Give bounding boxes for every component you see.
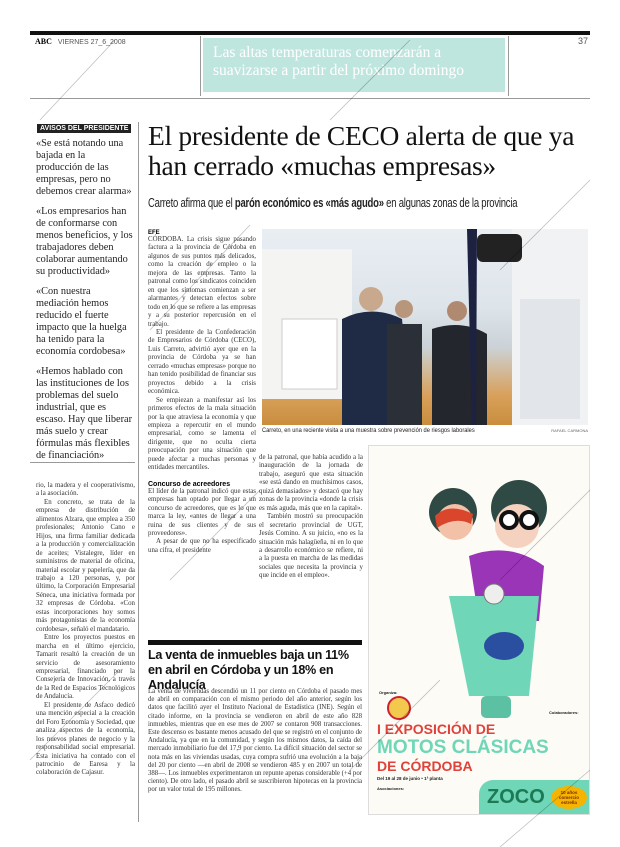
sidebar-tag: AVISOS DEL PRESIDENTE <box>37 124 131 133</box>
body-column-left <box>36 482 135 778</box>
paragraph: A pesar de que no ha especificado una cifra, el presidente <box>148 538 256 554</box>
organiza-label: Organiza: <box>379 690 398 695</box>
paper-name: ABC <box>35 37 52 46</box>
subhead-text: en algunas zonas de la provincia <box>383 196 518 210</box>
paragraph: También mostró su preocupación el secretario provincial de UGT, Jesús Comino. A su juicio, «no es la situación más halagüeña, ni en lo que a desarrollo económico se refiere, ni a la puesta en marcha de las medidas sociales que necesita la provincia y que incide en el empleo». <box>259 513 363 580</box>
brief-rule <box>148 640 362 645</box>
ad-line-1: I EXPOSICIÓN DE <box>377 721 496 737</box>
colaboradores-label: Colaboradores: <box>549 710 579 715</box>
ad-line-2: MOTOS CLÁSICAS <box>377 737 549 758</box>
photo-illustration <box>262 229 588 425</box>
teaser-box[interactable]: Las altas temperaturas comenzarán a suavizarse a partir del próximo domingo <box>203 38 505 92</box>
divider <box>200 36 201 96</box>
paragraph: La venta de viviendas descendió un 11 por ciento en Córdoba el pasado mes de abril en comparación con el mismo periodo del año anterior, según los datos que facilitó ayer el Instituto Nacional de Estadística (INE). Según el citado informe, en la provincia se vendieron en abril de este año 828 inmuebles, mientras que en ese mes de 2007 se contaron 908 transacciones. Este descenso es bastante menos acusado del que se registró en el conjunto de Andalucía, ya que en la comunidad, y según los mismos datos, la caída del mercado inmobiliario fue del 17,9 por ciento. La difícil situación del sector se nota más en las viviendas usadas, cuya compra sufrió una evolución a la baja del 20 por ciento —en abril de 2008 se vendieron 485 y en 2007 un total de 388—. Los inmuebles experimentaron un repunte apenas considerable (+4 por ciento). De otro lado, el pasado abril se suscribieron hipotecas en la provincia por un valor total de 195 millones. <box>148 688 362 794</box>
paragraph: de la patronal, que había acudido a la inauguración de la jornada de trabajo, aseguró que esta situación «se está dando en muchísimos casos, quizá demasiados» y destacó que hay zonas de la provincia «donde la crisis es más aguda, más que en la capital». <box>259 454 363 512</box>
ad-line-3: DE CÓRDOBA <box>377 758 473 774</box>
date: VIERNES 27_6_2008 <box>57 39 126 46</box>
brief-headline: La venta de inmuebles baja un 11% en abril en Córdoba y un 18% en Andalucía <box>148 648 349 692</box>
divider <box>508 36 509 96</box>
subhead-bold: parón económico es «más agudo» <box>234 196 384 210</box>
quote: «Con nuestra mediación hemos reducido el fuerte impacto que la huelga ha tenido para la economía cordobesa» <box>36 286 127 357</box>
asociaciones-label: Asociaciones: <box>377 786 405 791</box>
paragraph: En concreto, se trata de la empresa de distribución de alimentos Alzara, que emplea a 350 profesionales; Antonio Cano e Hijos, una firma familiar dedicada a la producción y comercialización de aceites; Vistalegre, líder en suministros de material de oficina, material escolar y papelería, que da trabajo a 120 personas, y, por último, la Corporación Empresarial Séneca, una iniciativa formada por 32 empresas de Córdoba. «Con estas incorporaciones hoy somos más protagonistas de la economía cordobesa», señaló el mandatario. <box>36 498 135 633</box>
sidebar-quotes <box>36 138 134 470</box>
brand-logo: ZOCO <box>487 786 545 808</box>
folio <box>35 37 126 46</box>
paragraph: El presidente de Asfaco dedicó una mención especial a la creación del Foro Economía y Sociedad, que analiza aspectos de la economía, los nuevos planes de negocio y la responsabilidad social empresarial. Esta iniciativa ha contado con el patrocinio de Earesa y la colaboración de Cajasur. <box>36 701 135 777</box>
paragraph: El líder de la patronal indicó que estas empresas han optado por llegar a un concurso de acreedores, que es lo que marca la ley, «antes de llegar a una ruina de sus clientes y de sus proveedores». <box>148 487 256 537</box>
body-column-2 <box>259 454 363 581</box>
quote: «Hemos hablado con las instituciones de los problemas del suelo industrial, que es escaso. Hay que liberar más suelo y crear fórmulas más flexibles de financiación» <box>36 366 133 461</box>
quote: «Se está notando una bajada en la producción de las empresas, pero no debemos crear alarma» <box>36 138 132 197</box>
brief-body <box>148 688 362 795</box>
advertisement[interactable] <box>368 445 590 815</box>
source: EFE <box>148 230 160 236</box>
top-rule <box>30 31 590 35</box>
paragraph: Entre los proyectos puestos en marcha en el último ejercicio, Tamarit resaltó la creación de un servicio de asesoramiento empresarial, financiado por la Consejería de Innovación, a través de la Red de Espacios Tecnológicos de Andalucía. <box>36 634 135 701</box>
photo-credit: RAFAEL CARMONA <box>551 428 588 433</box>
subheadline <box>148 196 517 210</box>
subsection-heading: Concurso de acreedores <box>148 480 231 488</box>
paragraph: rio, la madera y el cooperativismo, a la asociación. <box>36 482 135 498</box>
quote: «Los empresarios han de conformarse con menos beneficios, y los trabajadores deben colaborar aumentando su productividad» <box>36 206 133 277</box>
badge: 10 años comercio estrella <box>551 786 587 809</box>
ad-dates: Del 19 al 28 de junio • 1ª planta <box>377 776 443 781</box>
divider <box>138 122 139 822</box>
body-column-1 <box>148 230 256 555</box>
paragraph: CÓRDOBA. La crisis sigue pasando factura a la provincia de Córdoba en algunos de sus puntos más delicados, como la creación de empleo o la mejora de las empresas. Tanto la patronal como los sindicatos coinciden en que los síntomas comienzan a ser alarmantes y detectan efectos sobre todo en lo que se refiere a las empresas y a su posterior repercusión en el trabajo. <box>148 236 256 328</box>
photo-caption: Carreto, en una reciente visita a una muestra sobre prevención de riesgos laborales <box>262 427 475 434</box>
divider <box>30 98 590 99</box>
paragraph: Se empiezan a manifestar así los primeros efectos de la mala situación por la que atraviesa la economía y que empieza a repercutir en el mundo empresarial, como se lamenta el dirigente, que no oculta cierta preocupación por una situación que puede afectar a muchas personas y entidades mercantiles. <box>148 396 256 472</box>
page-number: 37 <box>578 36 589 46</box>
divider <box>30 462 135 463</box>
news-photo[interactable] <box>262 229 588 425</box>
subhead-text: Carreto afirma que el <box>148 196 235 210</box>
headline: El presidente de CECO alerta de que ya han cerrado «muchas empresas» <box>148 120 575 181</box>
paragraph: El presidente de la Confederación de Empresarios de Córdoba (CECO), Luis Carreto, advirtió ayer que en la provincia de Córdoba ya se han cerrado «muchas empresas» porque no han tenido posibilidad de financiar sus proyectos debido a la crisis económica. <box>148 328 256 396</box>
